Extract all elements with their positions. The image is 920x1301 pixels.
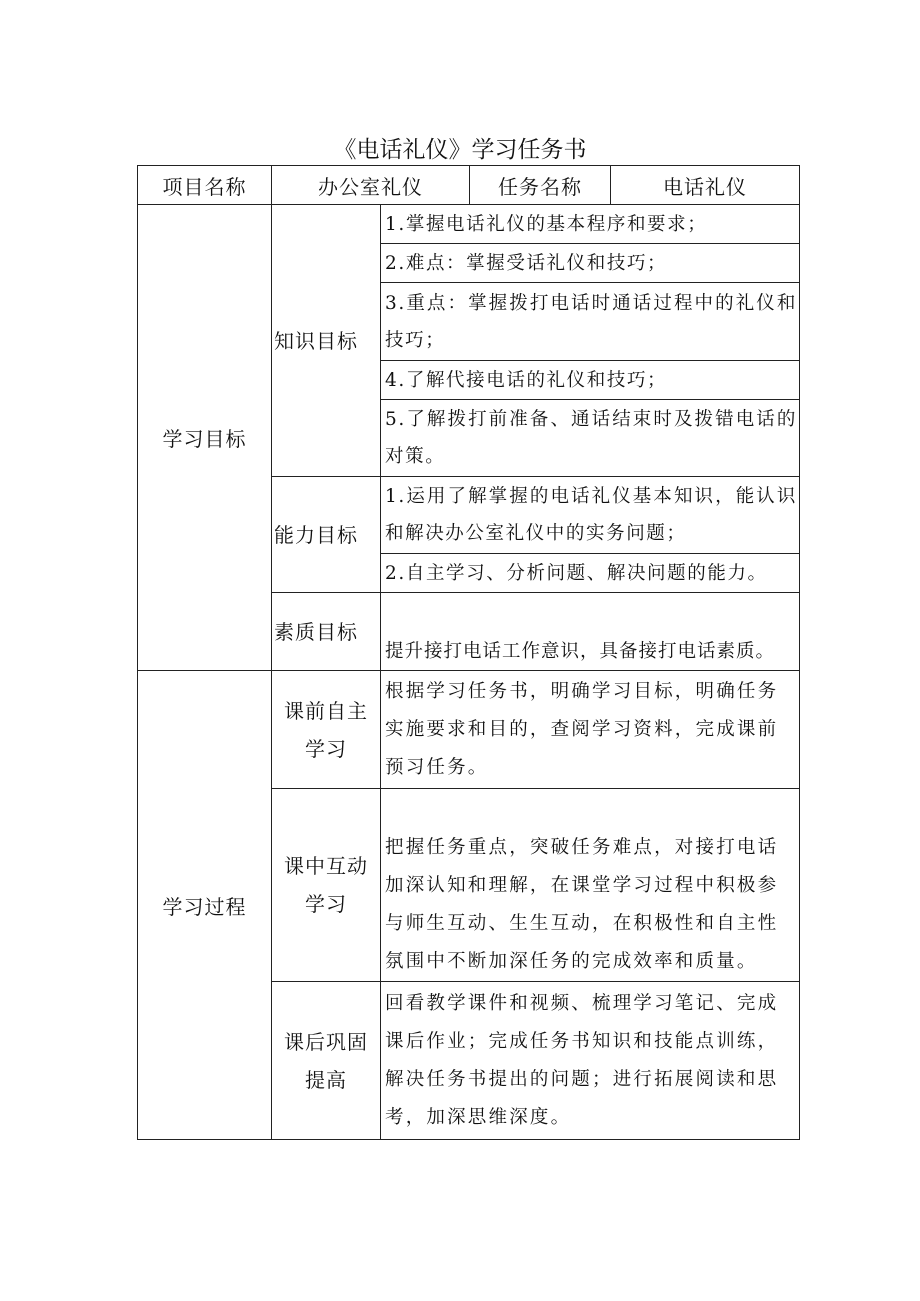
pre-class-label: [272, 671, 381, 789]
knowledge-item-3: 3.重点：掌握拨打电话时通话过程中的礼仪和技巧；: [381, 283, 800, 361]
post-class-label: [272, 982, 381, 1140]
pre-class-row: [138, 671, 800, 789]
in-class-label: [272, 789, 381, 982]
task-name-value: 电话礼仪: [611, 166, 800, 205]
in-class-label-line2: 学习: [305, 892, 347, 916]
quality-goal-text: 提升接打电话工作意识，具备接打电话素质。: [381, 593, 800, 671]
ability-goal-label: 能力目标: [272, 477, 381, 593]
project-name-value: 办公室礼仪: [272, 166, 470, 205]
task-name-label: 任务名称: [470, 166, 611, 205]
goals-label: 学习目标: [138, 205, 272, 671]
knowledge-item-5: 5.了解拨打前准备、通话结束时及拨错电话的对策。: [381, 400, 800, 477]
knowledge-item-2: 2.难点：掌握受话礼仪和技巧；: [381, 244, 800, 283]
ability-item-2: 2.自主学习、分析问题、解决问题的能力。: [381, 554, 800, 593]
in-class-text: 把握任务重点，突破任务难点，对接打电话加深认知和理解，在课堂学习过程中积极参与师生互动、生生互动，在积极性和自主性氛围中不断加深任务的完成效率和质量。: [381, 789, 800, 982]
ability-item-1: 1.运用了解掌握的电话礼仪基本知识，能认识和解决办公室礼仪中的实务问题；: [381, 477, 800, 554]
pre-class-text: 根据学习任务书，明确学习目标，明确任务实施要求和目的，查阅学习资料，完成课前预习任务。: [381, 671, 800, 789]
task-table: [137, 165, 800, 1140]
knowledge-item-1: 1.掌握电话礼仪的基本程序和要求；: [381, 205, 800, 244]
pre-class-label-line2: 学习: [305, 736, 347, 761]
knowledge-item-4: 4.了解代接电话的礼仪和技巧；: [381, 361, 800, 400]
document-title: 《电话礼仪》学习任务书: [333, 137, 587, 163]
process-label: 学习过程: [138, 671, 272, 1140]
project-name-label: 项目名称: [138, 166, 272, 205]
post-class-label-line1: 课后巩固: [284, 1029, 368, 1054]
pre-class-label-line1: 课前自主: [284, 698, 368, 723]
quality-goal-label: 素质目标: [272, 593, 381, 671]
post-class-text: 回看教学课件和视频、梳理学习笔记、完成课后作业；完成任务书知识和技能点训练，解决任务书提出的问题；进行拓展阅读和思考，加深思维深度。: [381, 982, 800, 1140]
post-class-label-line2: 提高: [305, 1067, 347, 1092]
knowledge-goal-label: 知识目标: [272, 205, 381, 477]
knowledge-item-row: [138, 205, 800, 244]
header-row: [138, 166, 800, 205]
in-class-label-line1: 课中互动: [284, 854, 368, 878]
